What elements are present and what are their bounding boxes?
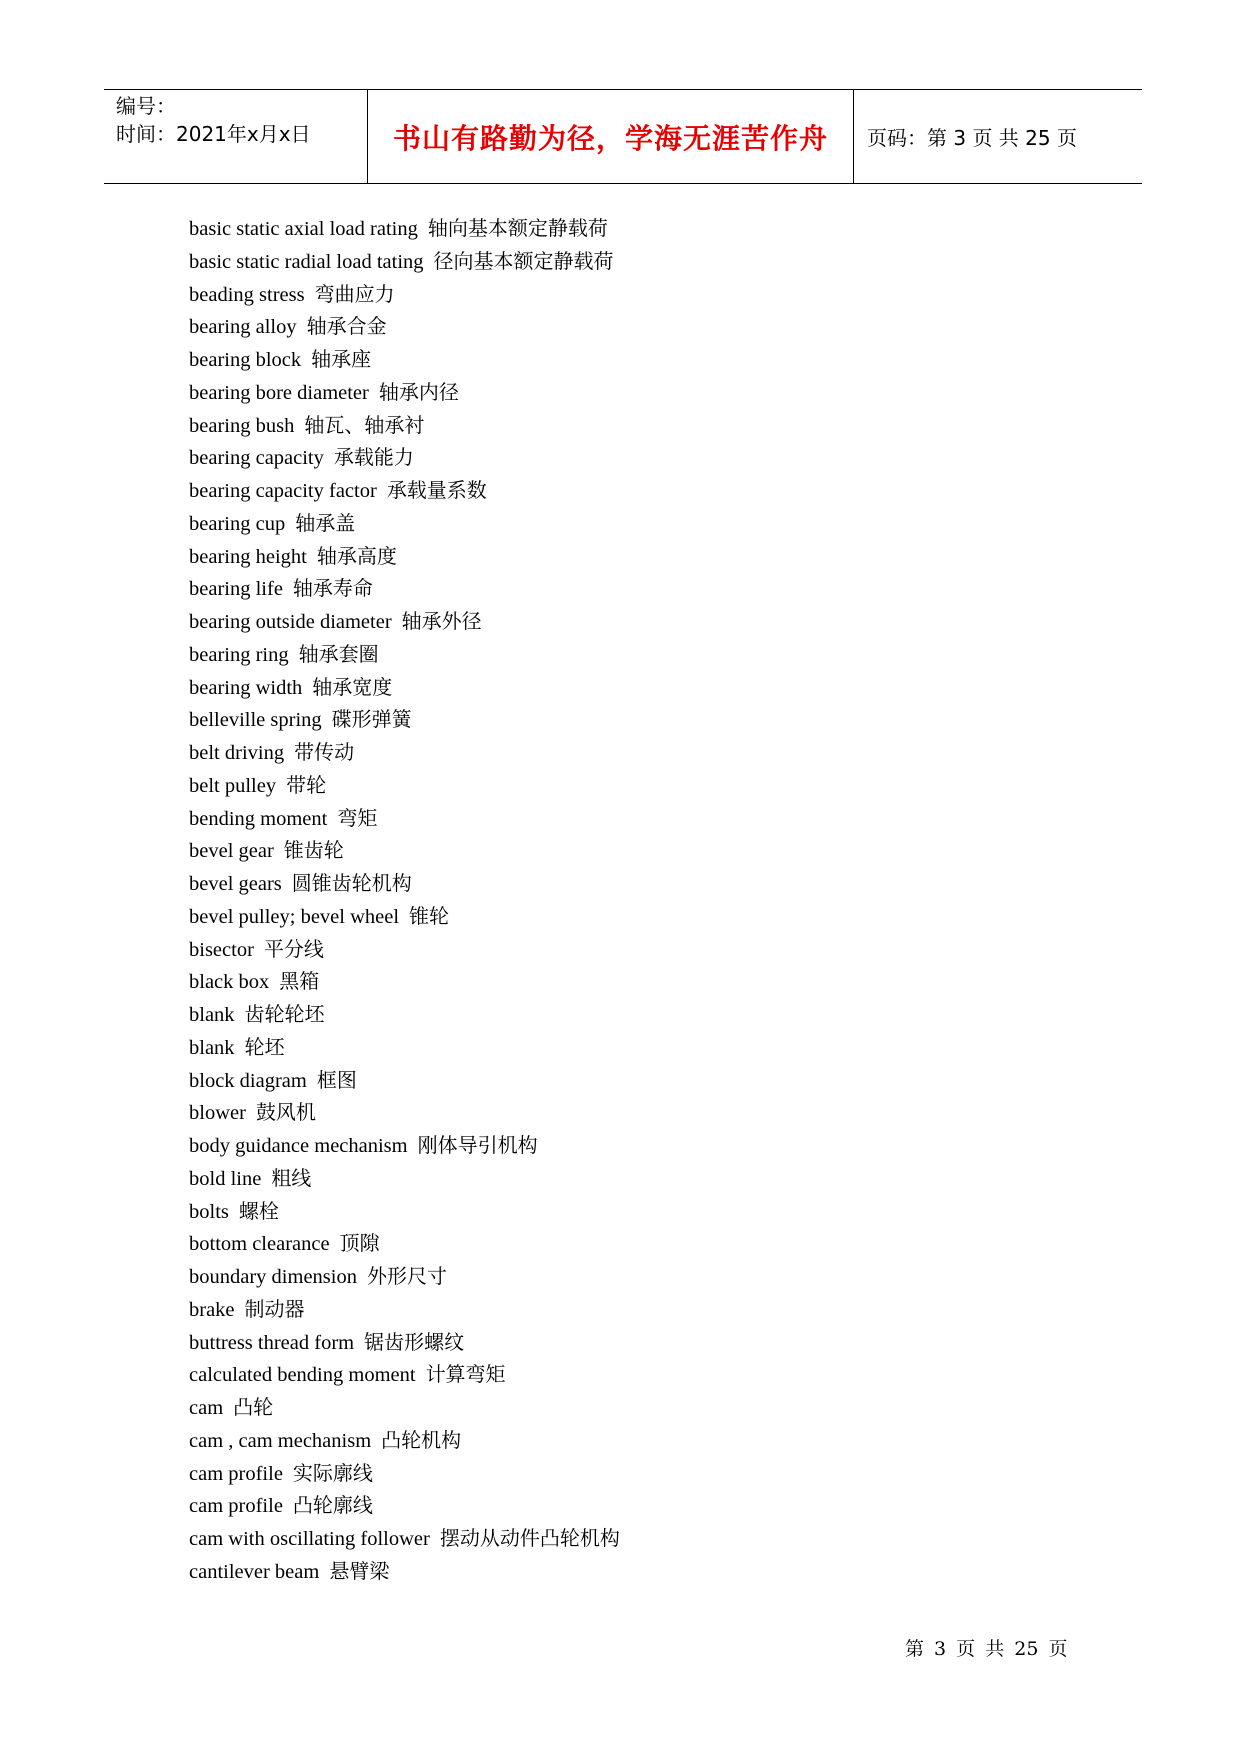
entry-english-term: cantilever beam — [189, 1560, 320, 1583]
entry-english-term: bisector — [189, 938, 254, 961]
entry-english-term: belt pulley — [189, 774, 277, 797]
glossary-entry — [189, 638, 620, 671]
glossary-entry — [189, 933, 620, 966]
entry-english-term: bearing ring — [189, 643, 289, 666]
glossary-entry — [189, 409, 620, 442]
entry-english-term: blower — [189, 1102, 246, 1125]
entry-chinese-term: 齿轮轮坯 — [244, 1002, 325, 1026]
entry-chinese-term: 实际廓线 — [292, 1460, 373, 1485]
motto-text: 书山有路勤为径，学海无涯苦作舟 — [392, 121, 828, 155]
glossary-entry — [189, 1195, 620, 1228]
entry-english-term: cam , cam mechanism — [189, 1429, 372, 1452]
glossary-entry — [189, 540, 620, 573]
entry-english-term: bevel gears — [189, 873, 282, 895]
glossary-entry — [189, 965, 620, 998]
entry-chinese-term: 轴承寿命 — [292, 576, 373, 601]
glossary-entry — [189, 1457, 620, 1490]
glossary-entry — [189, 671, 620, 704]
entry-english-term: brake — [189, 1298, 235, 1321]
entry-chinese-term: 粗线 — [271, 1165, 312, 1190]
entry-english-term: bearing height — [189, 545, 307, 568]
entry-chinese-term: 轴承套圈 — [298, 641, 379, 666]
glossary-entry — [189, 343, 620, 376]
glossary-entry — [189, 1096, 620, 1129]
glossary-entry — [189, 605, 620, 638]
header-info-cell — [104, 90, 368, 183]
entry-english-term: body guidance mechanism — [189, 1135, 408, 1157]
glossary-list — [189, 212, 620, 1588]
entry-chinese-term: 凸轮 — [233, 1395, 274, 1419]
entry-chinese-term: 摆动从动件凸轮机构 — [439, 1526, 620, 1550]
entry-english-term: bearing capacity — [189, 447, 324, 470]
entry-chinese-term: 凸轮廓线 — [292, 1493, 373, 1518]
glossary-entry — [189, 1293, 620, 1326]
glossary-entry — [189, 769, 620, 802]
glossary-entry — [189, 1031, 620, 1064]
entry-chinese-term: 轴承高度 — [316, 543, 397, 568]
entry-chinese-term: 凸轮机构 — [381, 1427, 462, 1452]
glossary-entry — [189, 1064, 620, 1097]
entry-chinese-term: 悬臂梁 — [329, 1558, 390, 1583]
entry-chinese-term: 承载能力 — [333, 445, 414, 470]
glossary-entry — [189, 1260, 620, 1293]
entry-english-term: boundary dimension — [189, 1266, 357, 1288]
entry-english-term: bearing cup — [189, 512, 286, 535]
entry-chinese-term: 锯齿形螺纹 — [364, 1329, 465, 1354]
header-page-code: 页码：第 3 页 共 25 页 — [867, 126, 1077, 150]
entry-english-term: belt driving — [189, 742, 285, 764]
entry-english-term: black box — [189, 971, 270, 994]
entry-english-term: bold line — [189, 1167, 262, 1190]
document-time-label: 时间：2021年x月x日 — [116, 122, 311, 146]
entry-english-term: bending moment — [189, 807, 328, 830]
entry-english-term: bevel gear — [189, 840, 274, 863]
entry-english-term: basic static axial load rating — [189, 218, 418, 240]
entry-chinese-term: 外形尺寸 — [366, 1264, 447, 1288]
glossary-entry — [189, 703, 620, 736]
entry-chinese-term: 弯曲应力 — [314, 281, 395, 306]
entry-english-term: bearing width — [189, 676, 303, 699]
entry-chinese-term: 碟形弹簧 — [331, 707, 412, 732]
entry-chinese-term: 轴承内径 — [378, 379, 459, 404]
glossary-entry — [189, 1489, 620, 1522]
entry-chinese-term: 圆锥齿轮机构 — [291, 871, 412, 895]
glossary-entry — [189, 834, 620, 867]
document-number-label: 编号： — [116, 94, 176, 118]
entry-english-term: bolts — [189, 1200, 229, 1223]
entry-chinese-term: 径向基本额定静载荷 — [433, 248, 614, 273]
glossary-entry — [189, 1555, 620, 1588]
glossary-entry — [189, 802, 620, 835]
entry-english-term: bearing life — [189, 578, 283, 601]
entry-chinese-term: 螺栓 — [238, 1198, 279, 1223]
entry-chinese-term: 制动器 — [244, 1296, 305, 1321]
entry-english-term: bearing alloy — [189, 316, 297, 339]
glossary-entry — [189, 278, 620, 311]
entry-chinese-term: 顶隙 — [339, 1231, 380, 1256]
entry-english-term: bearing outside diameter — [189, 611, 392, 633]
entry-english-term: blank — [189, 1004, 235, 1026]
glossary-entry — [189, 376, 620, 409]
entry-english-term: belleville spring — [189, 709, 322, 732]
entry-chinese-term: 轴瓦、轴承衬 — [304, 412, 425, 437]
entry-chinese-term: 轴承宽度 — [312, 674, 393, 699]
glossary-entry — [189, 736, 620, 769]
entry-english-term: block diagram — [189, 1069, 307, 1092]
entry-english-term: cam — [189, 1397, 224, 1419]
glossary-entry — [189, 1424, 620, 1457]
entry-english-term: bearing capacity factor — [189, 480, 377, 502]
glossary-entry — [189, 1129, 620, 1162]
document-header — [104, 89, 1142, 184]
entry-english-term: blank — [189, 1036, 235, 1059]
entry-english-term: buttress thread form — [189, 1331, 355, 1354]
entry-english-term: bearing bush — [189, 414, 295, 437]
glossary-entry — [189, 1391, 620, 1424]
entry-english-term: calculated bending moment — [189, 1364, 416, 1387]
entry-chinese-term: 轴承外径 — [401, 609, 482, 633]
glossary-entry — [189, 507, 620, 540]
entry-english-term: bottom clearance — [189, 1233, 330, 1256]
entry-chinese-term: 带传动 — [294, 740, 355, 764]
glossary-entry — [189, 867, 620, 900]
header-page-cell — [855, 90, 1142, 183]
glossary-entry — [189, 474, 620, 507]
entry-chinese-term: 承载量系数 — [386, 478, 487, 502]
entry-chinese-term: 锥轮 — [409, 903, 450, 928]
glossary-entry — [189, 441, 620, 474]
glossary-entry — [189, 212, 620, 245]
glossary-entry — [189, 310, 620, 343]
entry-english-term: bearing block — [189, 349, 302, 371]
entry-chinese-term: 平分线 — [263, 936, 324, 961]
glossary-entry — [189, 998, 620, 1031]
entry-chinese-term: 刚体导引机构 — [417, 1133, 538, 1157]
header-motto-cell — [368, 90, 854, 183]
entry-english-term: cam profile — [189, 1495, 283, 1518]
glossary-entry — [189, 1326, 620, 1359]
entry-chinese-term: 轴向基本额定静载荷 — [427, 216, 608, 240]
glossary-entry — [189, 572, 620, 605]
entry-chinese-term: 锥齿轮 — [283, 838, 344, 863]
page-footer: 第 3 页 共 25 页 — [905, 1638, 1068, 1660]
entry-chinese-term: 轮坯 — [244, 1034, 285, 1059]
glossary-entry — [189, 1162, 620, 1195]
entry-chinese-term: 鼓风机 — [255, 1100, 316, 1125]
entry-english-term: bevel pulley; bevel wheel — [189, 905, 400, 928]
glossary-entry — [189, 1522, 620, 1555]
entry-chinese-term: 弯矩 — [337, 805, 378, 830]
entry-chinese-term: 轴承合金 — [306, 314, 387, 339]
entry-chinese-term: 框图 — [316, 1067, 357, 1092]
glossary-entry — [189, 1227, 620, 1260]
entry-english-term: cam with oscillating follower — [189, 1528, 430, 1550]
entry-chinese-term: 黑箱 — [279, 969, 320, 994]
glossary-entry — [189, 900, 620, 933]
entry-english-term: beading stress — [189, 283, 305, 306]
glossary-entry — [189, 245, 620, 278]
entry-english-term: cam profile — [189, 1462, 283, 1485]
glossary-entry — [189, 1358, 620, 1391]
entry-chinese-term: 轴承座 — [311, 347, 372, 371]
entry-english-term: basic static radial load tating — [189, 250, 424, 273]
entry-chinese-term: 轴承盖 — [295, 510, 356, 535]
entry-chinese-term: 带轮 — [286, 772, 327, 797]
entry-english-term: bearing bore diameter — [189, 381, 369, 404]
entry-chinese-term: 计算弯矩 — [425, 1362, 506, 1387]
